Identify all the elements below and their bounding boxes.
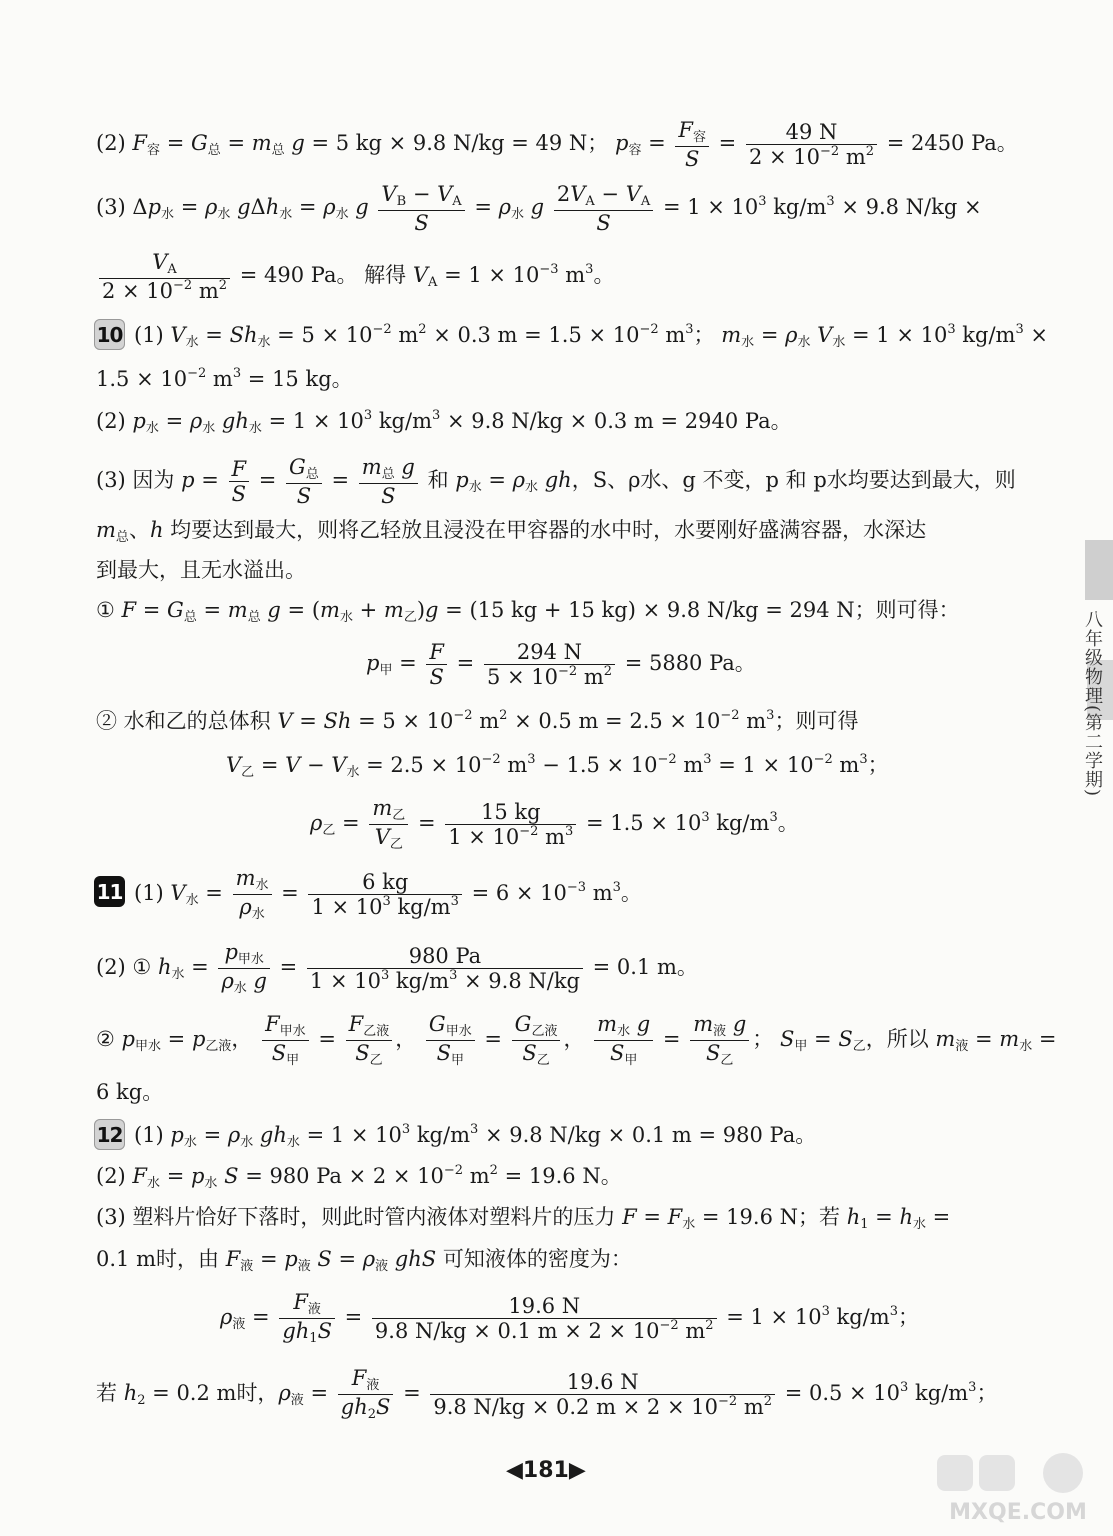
watermark-logo <box>933 1451 1103 1526</box>
line-q11-1: (1) $V_水$ = $\frac{m_水}{\rho_水}$ = $\frac{6 kg}{1 \times 10^3 kg/m^3}$ = $6 \times 10^{-3}$ $m^3$。 <box>134 866 642 922</box>
question-badge-11: 11 <box>94 876 125 907</box>
line-q10-3b: $m_总$、h 均要达到最大，则将乙轻放且浸没在甲容器的水中时，水要刚好盛满容器，水深达 <box>96 518 927 545</box>
formula-rho-liquid-2: 若 $h_2 = 0.2$ m时，$\rho_液$ = $\frac{F_液}{gh_2S}$ = $\frac{19.6 N}{9.8 N/kg \times 0.2 m \times 2 \times 10^{-2} m^2}$ = $0.5 \times 10^3$ $kg/m^3$； <box>96 1366 998 1422</box>
line-q10-1b: $1.5 \times 10^{-2}$ $m^3 = 15$ kg。 <box>96 366 353 391</box>
line-q12-1: (1) $p_水 = \rho_水$ $gh_水 = 1 \times 10^3$ $kg/m^3 \times 9.8$ N/kg × 0.1 m = 980 Pa。 <box>134 1122 817 1150</box>
line-q10-3c: 到最大，且无水溢出。 <box>96 558 306 582</box>
line-q9-2: (2) $F_容 = G_总 = m_总$ g = 5 kg × 9.8 N/kg = 49 N； $p_容$ = $\frac{F_容}{S}$ = $\frac{49 N}{2 \times 10^{-2} m^2}$ = 2450 Pa。 <box>96 118 1018 171</box>
line-q9-3: (3) $\Delta p_水 = \rho_水$ $g\Delta h_水 = \rho_水$ g $\frac{V_B - V_A}{S}$ = $\rho_水$ g $\frac{2V_A - V_A}{S}$ = $1 \times 10^3$ $kg/m^3 \times 9.8$ N/kg × <box>96 182 982 235</box>
formula-p-jia: $p_甲$ = $\frac{F}{S}$ = $\frac{294 N}{5 \times 10^{-2} m^2}$ = 5880 Pa。 <box>366 640 756 690</box>
line-q10-2: (2) $p_水 = \rho_水$ $gh_水 = 1 \times 10^3$ $kg/m^3 \times 9.8$ N/kg × 0.3 m = 2940 Pa。 <box>96 408 792 436</box>
watermark-text: MXQE.COM <box>949 1500 1087 1525</box>
page-number: ◀181▶ <box>506 1458 586 1483</box>
line-q12-3b: 0.1 m时，由 $F_液 = p_液$ $S = \rho_液$ ghS 可知液体的密度为： <box>96 1247 632 1274</box>
question-badge-10: 10 <box>94 319 125 350</box>
line-q10-1: (1) $V_水 = Sh_水 = 5 \times 10^{-2}$ $m^2 \times 0.3$ $m = 1.5 \times 10^{-2}$ $m^3$； $m_水 = \rho_水$ $V_水 = 1 \times 10^3$ $kg/m^3$ × <box>134 322 1049 350</box>
side-tab <box>1077 540 1113 1180</box>
line-q11-2c: 6 kg。 <box>96 1080 164 1104</box>
line-q10-c1: ① $F = G_总 = m_总$ $g = (m_水 + m_乙)g = (15$ kg + 15 kg) × 9.8 N/kg = 294 N；则可得： <box>96 598 960 625</box>
line-q11-2b: ② $p_{甲水} = p_{乙液}$， $\frac{F_{甲水}}{S_甲}$ = $\frac{F_{乙液}}{S_乙}$ ， $\frac{G_{甲水}}{S_甲}$ = $\frac{G_{乙液}}{S_乙}$ ， $\frac{m_水 g}{S_甲}$ = $\frac{m_液 g}{S_乙}$ ； $S_甲 = S_乙$，所以 $m_液 = m_水$ = <box>96 1012 1057 1068</box>
line-q10-3: (3) 因为 p = $\frac{F}{S}$ = $\frac{G_总}{S}$ = $\frac{m_总 g}{S}$ 和 $p_水 = \rho_水$ gh，S、ρ水、g 不变，p 和 p水均要达到最大，则 <box>96 455 1016 508</box>
line-q10-c2: ② 水和乙的总体积 $V = Sh = 5 \times 10^{-2}$ $m^2 \times 0.5$ $m = 2.5 \times 10^{-2}$ $m^3$；则可得 <box>96 708 859 733</box>
formula-rho-liquid-1: $\rho_液$ = $\frac{F_液}{gh_1S}$ = $\frac{19.6 N}{9.8 N/kg \times 0.1 m \times 2 \times 10^{-2} m^2}$ = $1 \times 10^3$ $kg/m^3$； <box>220 1290 919 1346</box>
formula-v-yi: $V_乙 = V - V_水 = 2.5 \times 10^{-2}$ $m^3 - 1.5 \times 10^{-2}$ $m^3 = 1 \times 10^{-2}$ $m^3$； <box>226 752 889 780</box>
line-q11-2: (2) ① $h_水$ = $\frac{p_{甲水}}{\rho_水 g}$ = $\frac{980 Pa}{1 \times 10^3 kg/m^3 \times 9.8 N/kg}$ = 0.1 m。 <box>96 940 698 996</box>
line-q12-3: (3) 塑料片恰好下落时，则此时管内液体对塑料片的压力 $F = F_水 = 19.6$ N；若 $h_1 = h_水$ = <box>96 1205 951 1232</box>
side-tab-marker <box>1085 540 1113 600</box>
question-badge-12: 12 <box>94 1119 125 1150</box>
formula-rho-yi: $\rho_乙$ = $\frac{m_乙}{V_乙}$ = $\frac{15 kg}{1 \times 10^{-2} m^3}$ = $1.5 \times 10^3$ $kg/m^3$。 <box>310 796 799 852</box>
line-q9-3b: $\frac{V_A}{2 \times 10^{-2} m^2}$ = 490 Pa。 解得 $V_A = 1 \times 10^{-3}$ $m^3$。 <box>96 250 614 303</box>
line-q12-2: (2) $F_水 = p_水$ S = 980 $Pa \times 2 \times 10^{-2}$ $m^2 = 19.6$ N。 <box>96 1163 622 1191</box>
side-title: 八年级物理(第二学期) <box>1082 610 1103 798</box>
